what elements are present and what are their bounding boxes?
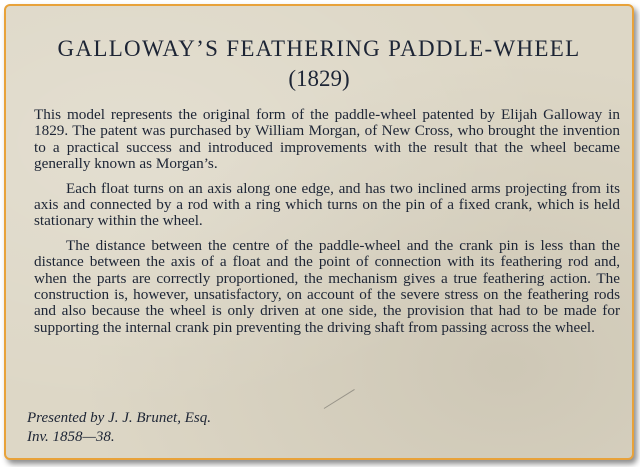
- placard-title: GALLOWAY’S FEATHERING PADDLE-WHEEL: [57, 36, 581, 61]
- placard-year: (1829): [288, 66, 350, 91]
- credit-block: [27, 409, 211, 447]
- paragraph-mechanism: Each float turns on an axis along one edge, and has two inclined arms projecting from its axis and connected by a rod with a ring which turns on the pin of a fixed crank, which is held stationary within the wheel.: [34, 179, 620, 230]
- credit-line: Presented by J. J. Brunet, Esq.: [27, 410, 211, 426]
- surface-scratch: [324, 389, 355, 409]
- inventory-line: Inv. 1858—38.: [27, 429, 115, 445]
- paragraph-analysis: The distance between the centre of the paddle-wheel and the crank pin is less than the distance between the axis of a float and the point of connection with its feathering rod and, when the parts are correctly proportioned, the mechanism gives a true feathering action. The construction is, however, unsatisfactory, on account of the severe stress on the feathering rods and also because the wheel is only driven at one side, the provision that had to be made for supporting the internal crank pin preventing the driving shaft from passing across the wheel.: [34, 236, 620, 336]
- museum-placard: [4, 4, 634, 460]
- placard-body: [34, 107, 620, 336]
- paragraph-intro: This model represents the original form of the paddle-wheel patented by Elijah Galloway in 1829. The patent was purchased by William Morgan, of New Cross, who brought the invention to a practical success and introduced improvements with the result that the wheel became generally known as Morgan’s.: [34, 106, 620, 173]
